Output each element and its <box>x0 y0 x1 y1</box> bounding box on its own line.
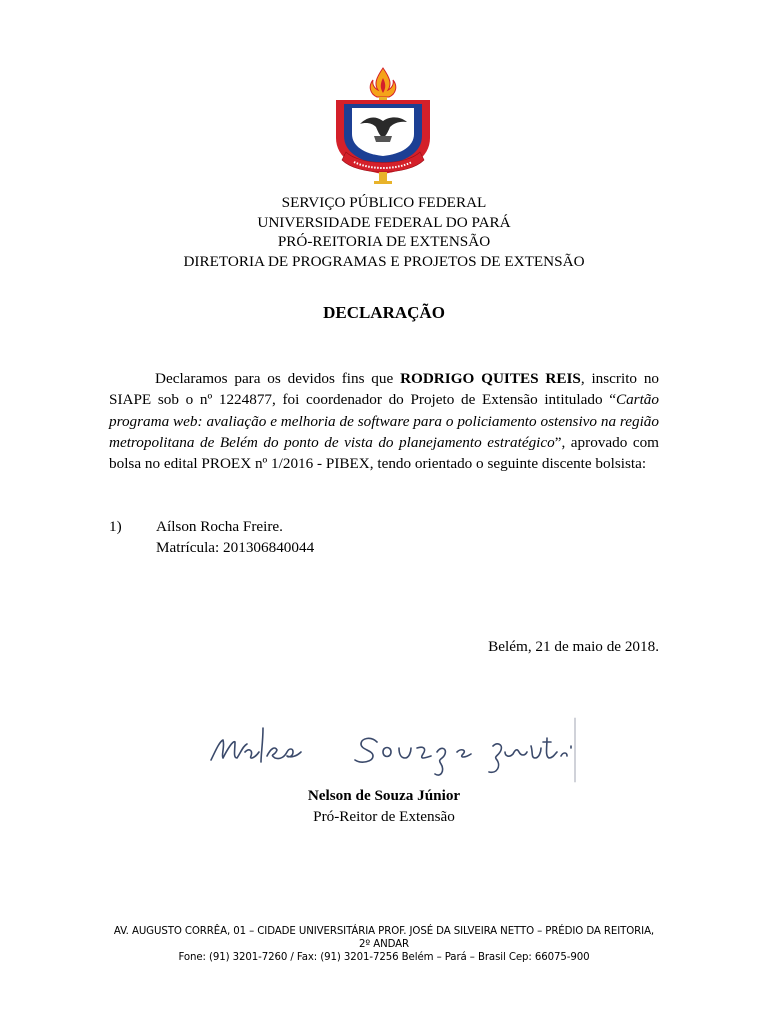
header-line-2: UNIVERSIDADE FEDERAL DO PARÁ <box>257 213 511 231</box>
footer-contact: Fone: (91) 3201-7260 / Fax: (91) 3201-7256 Belém – Pará – Brasil Cep: 66075-900 <box>178 952 590 963</box>
institution-header <box>0 193 768 271</box>
declaration-paragraph <box>109 368 659 474</box>
list-item-content <box>156 516 314 559</box>
header-line-4: DIRETORIA DE PROGRAMAS E PROJETOS DE EXTENSÃO <box>183 252 585 270</box>
student-name: Aílson Rocha Freire. <box>156 518 283 535</box>
paragraph-text-c: ”, aprovado com bolsa no edital PROEX nº 1/2016 - PIBEX, tendo orientado o seguinte discente bolsista: <box>109 433 659 473</box>
header-line-3: PRÓ-REITORIA DE EXTENSÃO <box>277 233 491 250</box>
signer-role: Pró-Reitor de Extensão <box>313 808 455 825</box>
paragraph-text-b: , inscrito no SIAPE sob o nº 1224877, foi coordenador do Projeto de Extensão intitulado “ <box>109 370 660 409</box>
list-item-number: 1) <box>109 518 122 535</box>
ufpa-coat-of-arms-icon <box>330 66 436 186</box>
coordinator-name: RODRIGO QUITES REIS <box>400 370 581 387</box>
signer-name: Nelson de Souza Júnior <box>307 787 461 804</box>
footer-address: AV. AUGUSTO CORRÊA, 01 – CIDADE UNIVERSITÁRIA PROF. JOSÉ DA SILVEIRA NETTO – PRÉDIO DA REITORIA, 2º ANDAR <box>113 926 655 950</box>
page-footer <box>110 925 658 964</box>
project-title: Cartão programa web: avaliação e melhoria de software para o policiamento ostensivo na região metropolitana de Belém do ponto de vista do planejamento estratégico <box>109 391 659 451</box>
paragraph-text-a: Declaramos para os devidos fins que <box>155 370 401 387</box>
document-title: DECLARAÇÃO <box>323 303 445 322</box>
document-date: Belém, 21 de maio de 2018. <box>488 638 659 655</box>
signer-block <box>0 785 768 827</box>
handwritten-signature-icon <box>205 712 580 784</box>
header-line-1: SERVIÇO PÚBLICO FEDERAL <box>281 194 487 211</box>
student-registration: Matrícula: 201306840044 <box>156 539 315 557</box>
